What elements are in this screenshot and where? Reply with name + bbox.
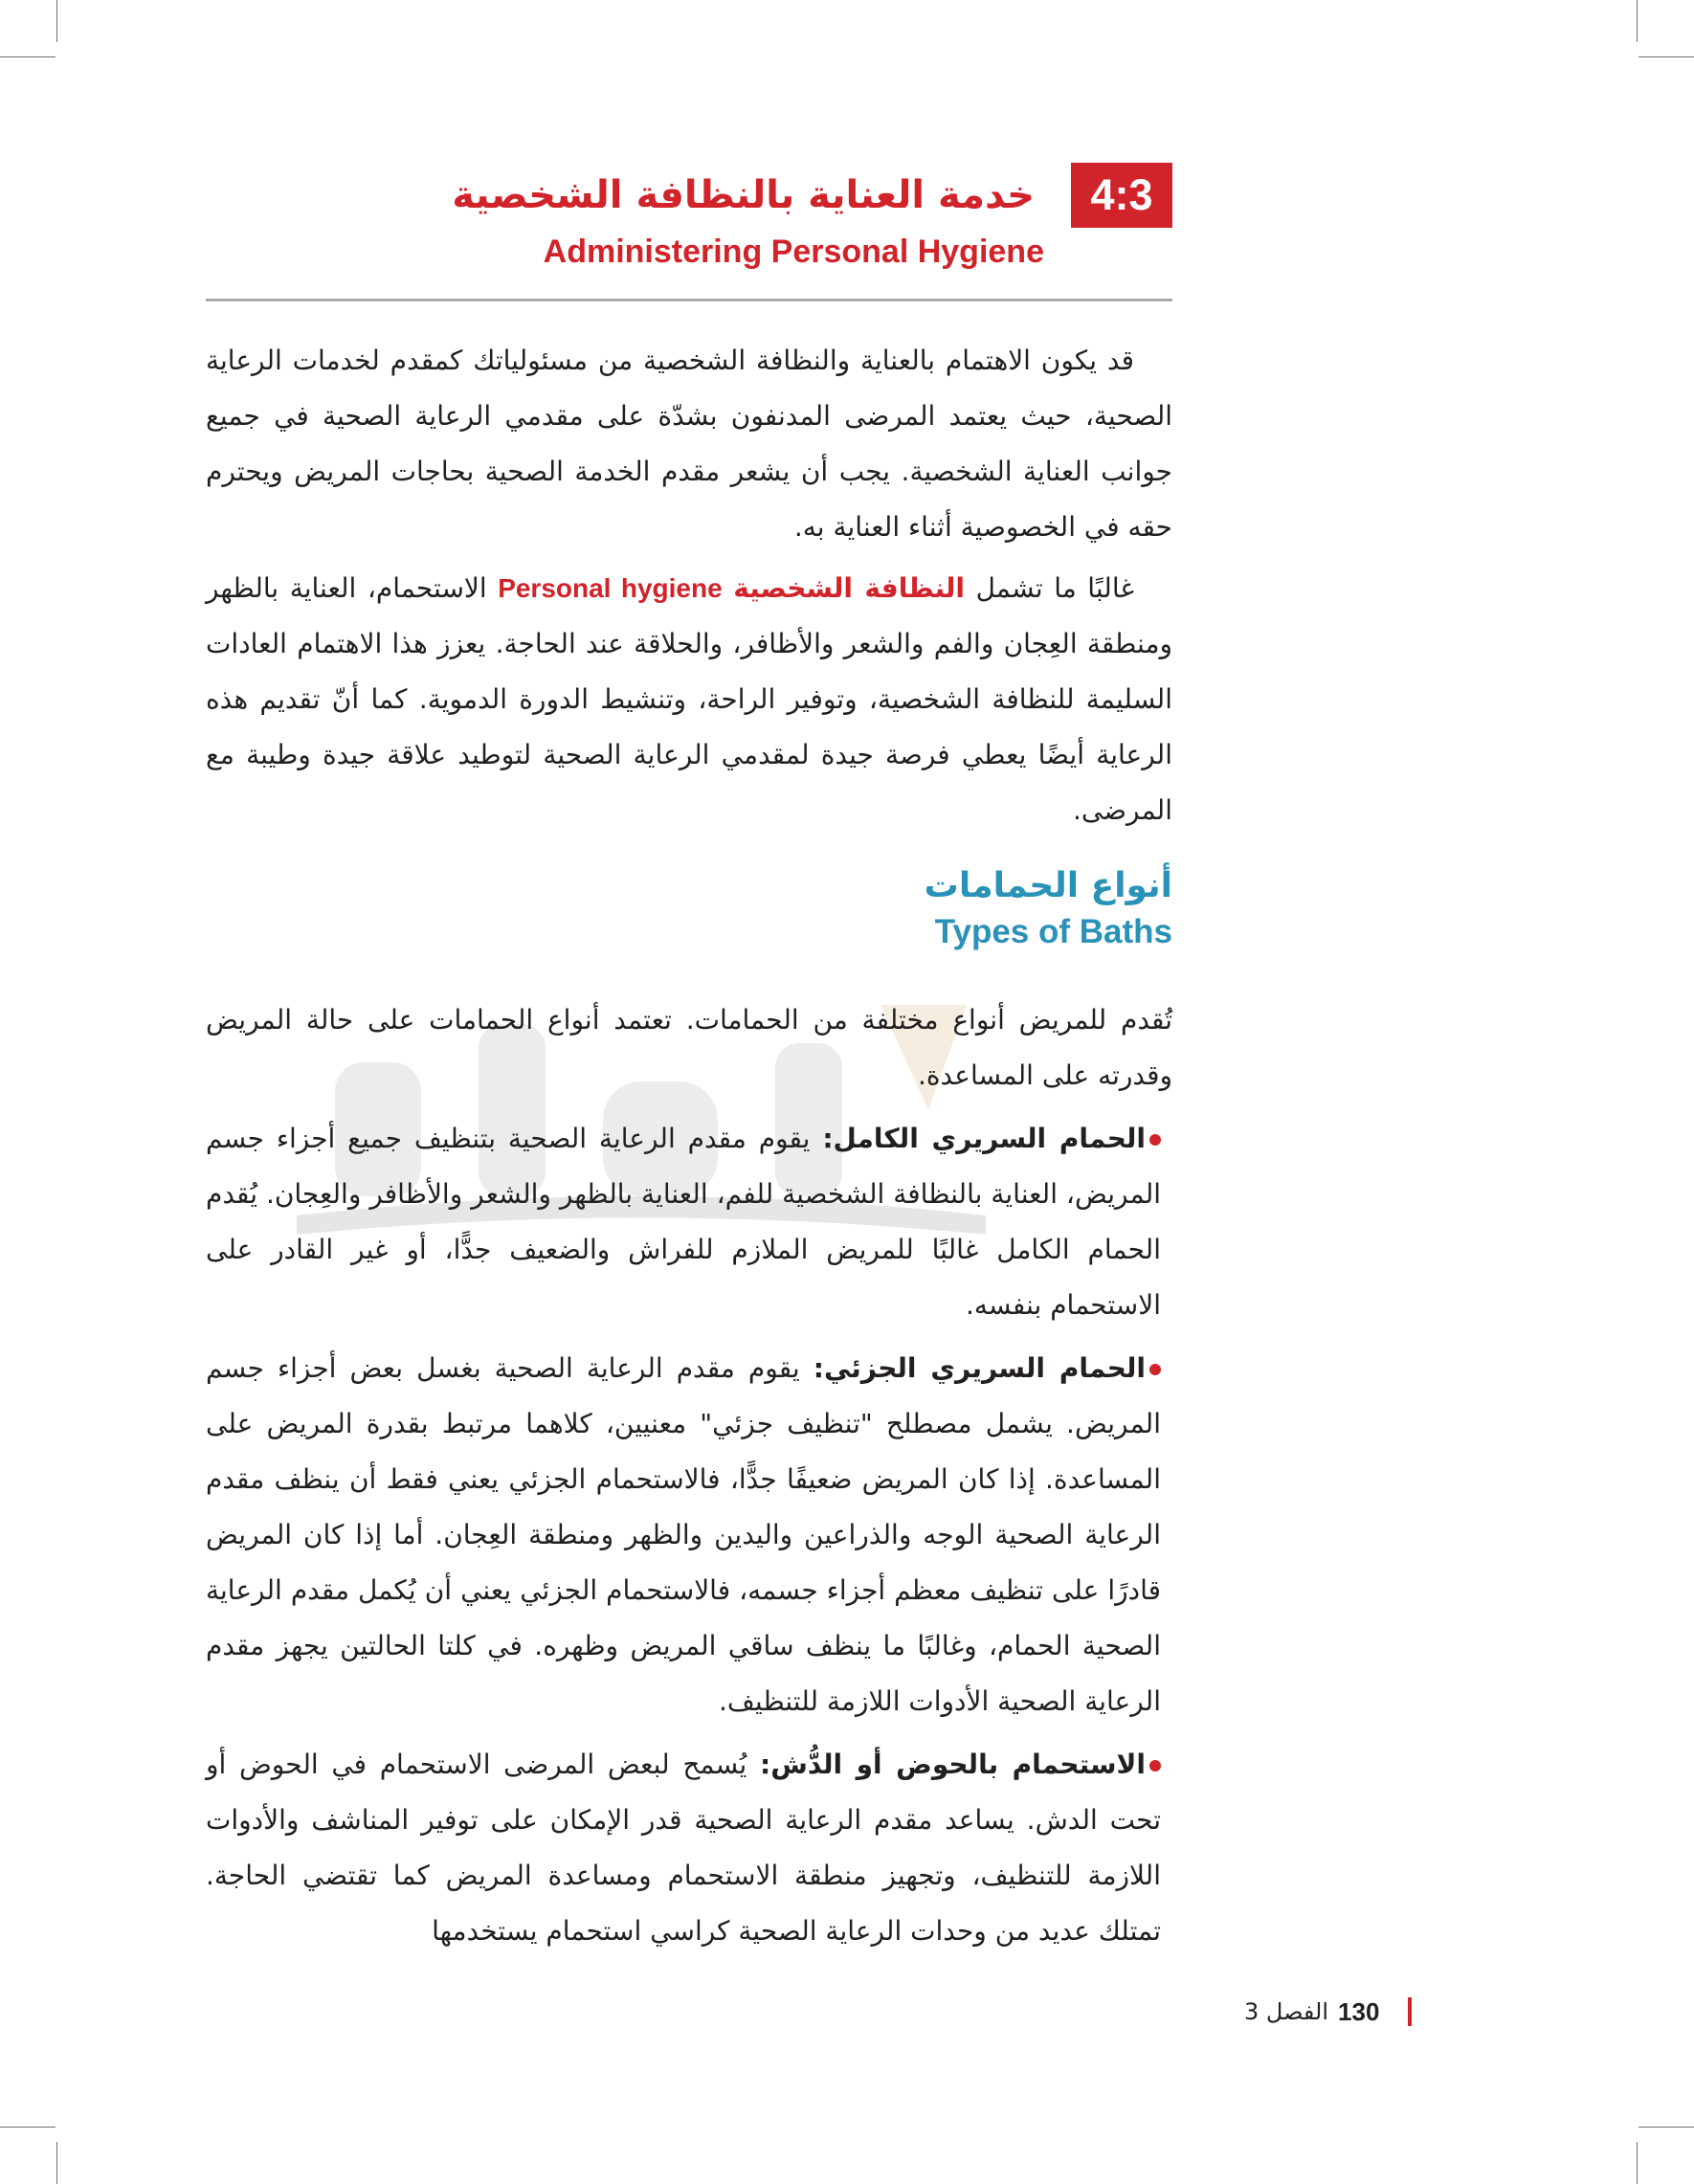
crop-mark	[0, 2127, 56, 2128]
bullet-dot-icon	[1149, 1760, 1161, 1772]
subheading-english: Types of Baths	[934, 913, 1172, 950]
bullet-dot-icon	[1149, 1134, 1161, 1146]
bullet-item	[206, 1341, 1172, 1729]
p2-start: غالبًا ما تشمل	[975, 572, 1134, 604]
p2-rest: الاستحمام، العناية بالظهر ومنطقة العِجان والفم والشعر والأظافر، والحلاقة عند الحاجة. يعزز هذا الاهتمام العادات السليمة للنظافة الشخصية، وتوفير الراحة، وتنشيط الدورة الدموية. كما أنّ تقديم هذه الرعاية أيضًا يعطي فرصة جيدة لمقدمي الرعاية الصحية لتوطيد علاقة جيدة وطيبة مع المرضى.	[206, 572, 1172, 826]
term-personal-hygiene-ar: النظافة الشخصية	[733, 572, 966, 604]
footer-accent-bar	[1408, 1997, 1412, 2026]
subheading-arabic: أنواع الحمامات	[924, 866, 1172, 905]
bullet-text: يقوم مقدم الرعاية الصحية بتنظيف جميع أجزاء جسم المريض، العناية بالنظافة الشخصية للفم، العناية بالظهر والشعر والأظافر والعِجان. يُقدم الحمام الكامل غالبًا للمريض الملازم للفراش والضعيف جدًّا، أو غير القادر على الاستحمام بنفسه.	[206, 1123, 1161, 1321]
section-title-english: Administering Personal Hygiene	[543, 234, 1044, 270]
bullet-text: يقوم مقدم الرعاية الصحية بغسل بعض أجزاء جسم المريض. يشمل مصطلح "تنظيف جزئي" معنيين، كلاهما مرتبط بقدرة المريض على المساعدة. إذا كان المريض ضعيفًا جدًّا، فالاستحمام الجزئي يعني فقط أن ينظف مقدم الرعاية الصحية الوجه والذراعين واليدين والظهر ومنطقة العِجان. أما إذا كان المريض قادرًا على تنظيف معظم أجزاء جسمه، فالاستحمام الجزئي يعني أن يُكمل مقدم الرعاية الصحية الحمام، وغالبًا ما ينظف ساقي المريض وظهره. في كلتا الحالتين يجهز مقدم الرعاية الصحية الأدوات اللازمة للتنظيف.	[206, 1352, 1161, 1717]
bullet-text: يُسمح لبعض المرضى الاستحمام في الحوض أو تحت الدش. يساعد مقدم الرعاية الصحية قدر الإمكان على توفير المناشف والأدوات اللازمة للتنظيف، وتجهيز منطقة الاستحمام ومساعدة المريض كما تقتضي الحاجة. تمتلك عديد من وحدات الرعاية الصحية كراسي استحمام يستخدمها	[206, 1749, 1161, 1947]
bullet-item	[206, 1111, 1172, 1333]
intro-paragraph-2	[206, 561, 1172, 838]
section-header	[206, 163, 1172, 271]
bullet-term: الحمام السريري الجزئي:	[813, 1352, 1146, 1384]
baths-intro: تُقدم للمريض أنواع مختلفة من الحمامات. تعتمد أنواع الحمامات على حالة المريض وقدرته على المساعدة.	[206, 1004, 1172, 1091]
crop-mark	[1638, 56, 1694, 57]
bullet-item	[206, 1737, 1172, 1959]
baths-section	[206, 992, 1172, 1959]
intro-section	[206, 333, 1172, 838]
bullet-term: الاستحمام بالحوض أو الدُّش:	[760, 1749, 1146, 1780]
crop-mark	[0, 56, 56, 57]
section-title-arabic: خدمة العناية بالنظافة الشخصية	[452, 173, 1035, 217]
crop-mark	[56, 2142, 57, 2184]
page-number: 130	[1338, 1996, 1380, 2026]
bullet-dot-icon	[1149, 1364, 1161, 1375]
title-divider	[206, 299, 1172, 301]
types-of-baths-heading	[925, 866, 1172, 951]
crop-mark	[1637, 0, 1638, 42]
section-number-badge: 4:3	[1071, 163, 1172, 228]
crop-mark	[56, 0, 57, 42]
crop-mark	[1638, 2127, 1694, 2128]
page-footer	[1244, 1993, 1412, 2031]
chapter-label: الفصل 3	[1244, 1998, 1329, 2025]
intro-paragraph-1: قد يكون الاهتمام بالعناية والنظافة الشخصية من مسئولياتك كمقدم لخدمات الرعاية الصحية، حيث يعتمد المرضى المدنفون بشدّة على مقدمي الرعاية الصحية في جميع جوانب العناية الشخصية. يجب أن يشعر مقدم الخدمة الصحية بحاجات المريض ويحترم حقه في الخصوصية أثناء العناية به.	[206, 345, 1172, 543]
bullet-term: الحمام السريري الكامل:	[822, 1123, 1146, 1154]
crop-mark	[1637, 2142, 1638, 2184]
term-personal-hygiene-en: Personal hygiene	[498, 573, 723, 603]
